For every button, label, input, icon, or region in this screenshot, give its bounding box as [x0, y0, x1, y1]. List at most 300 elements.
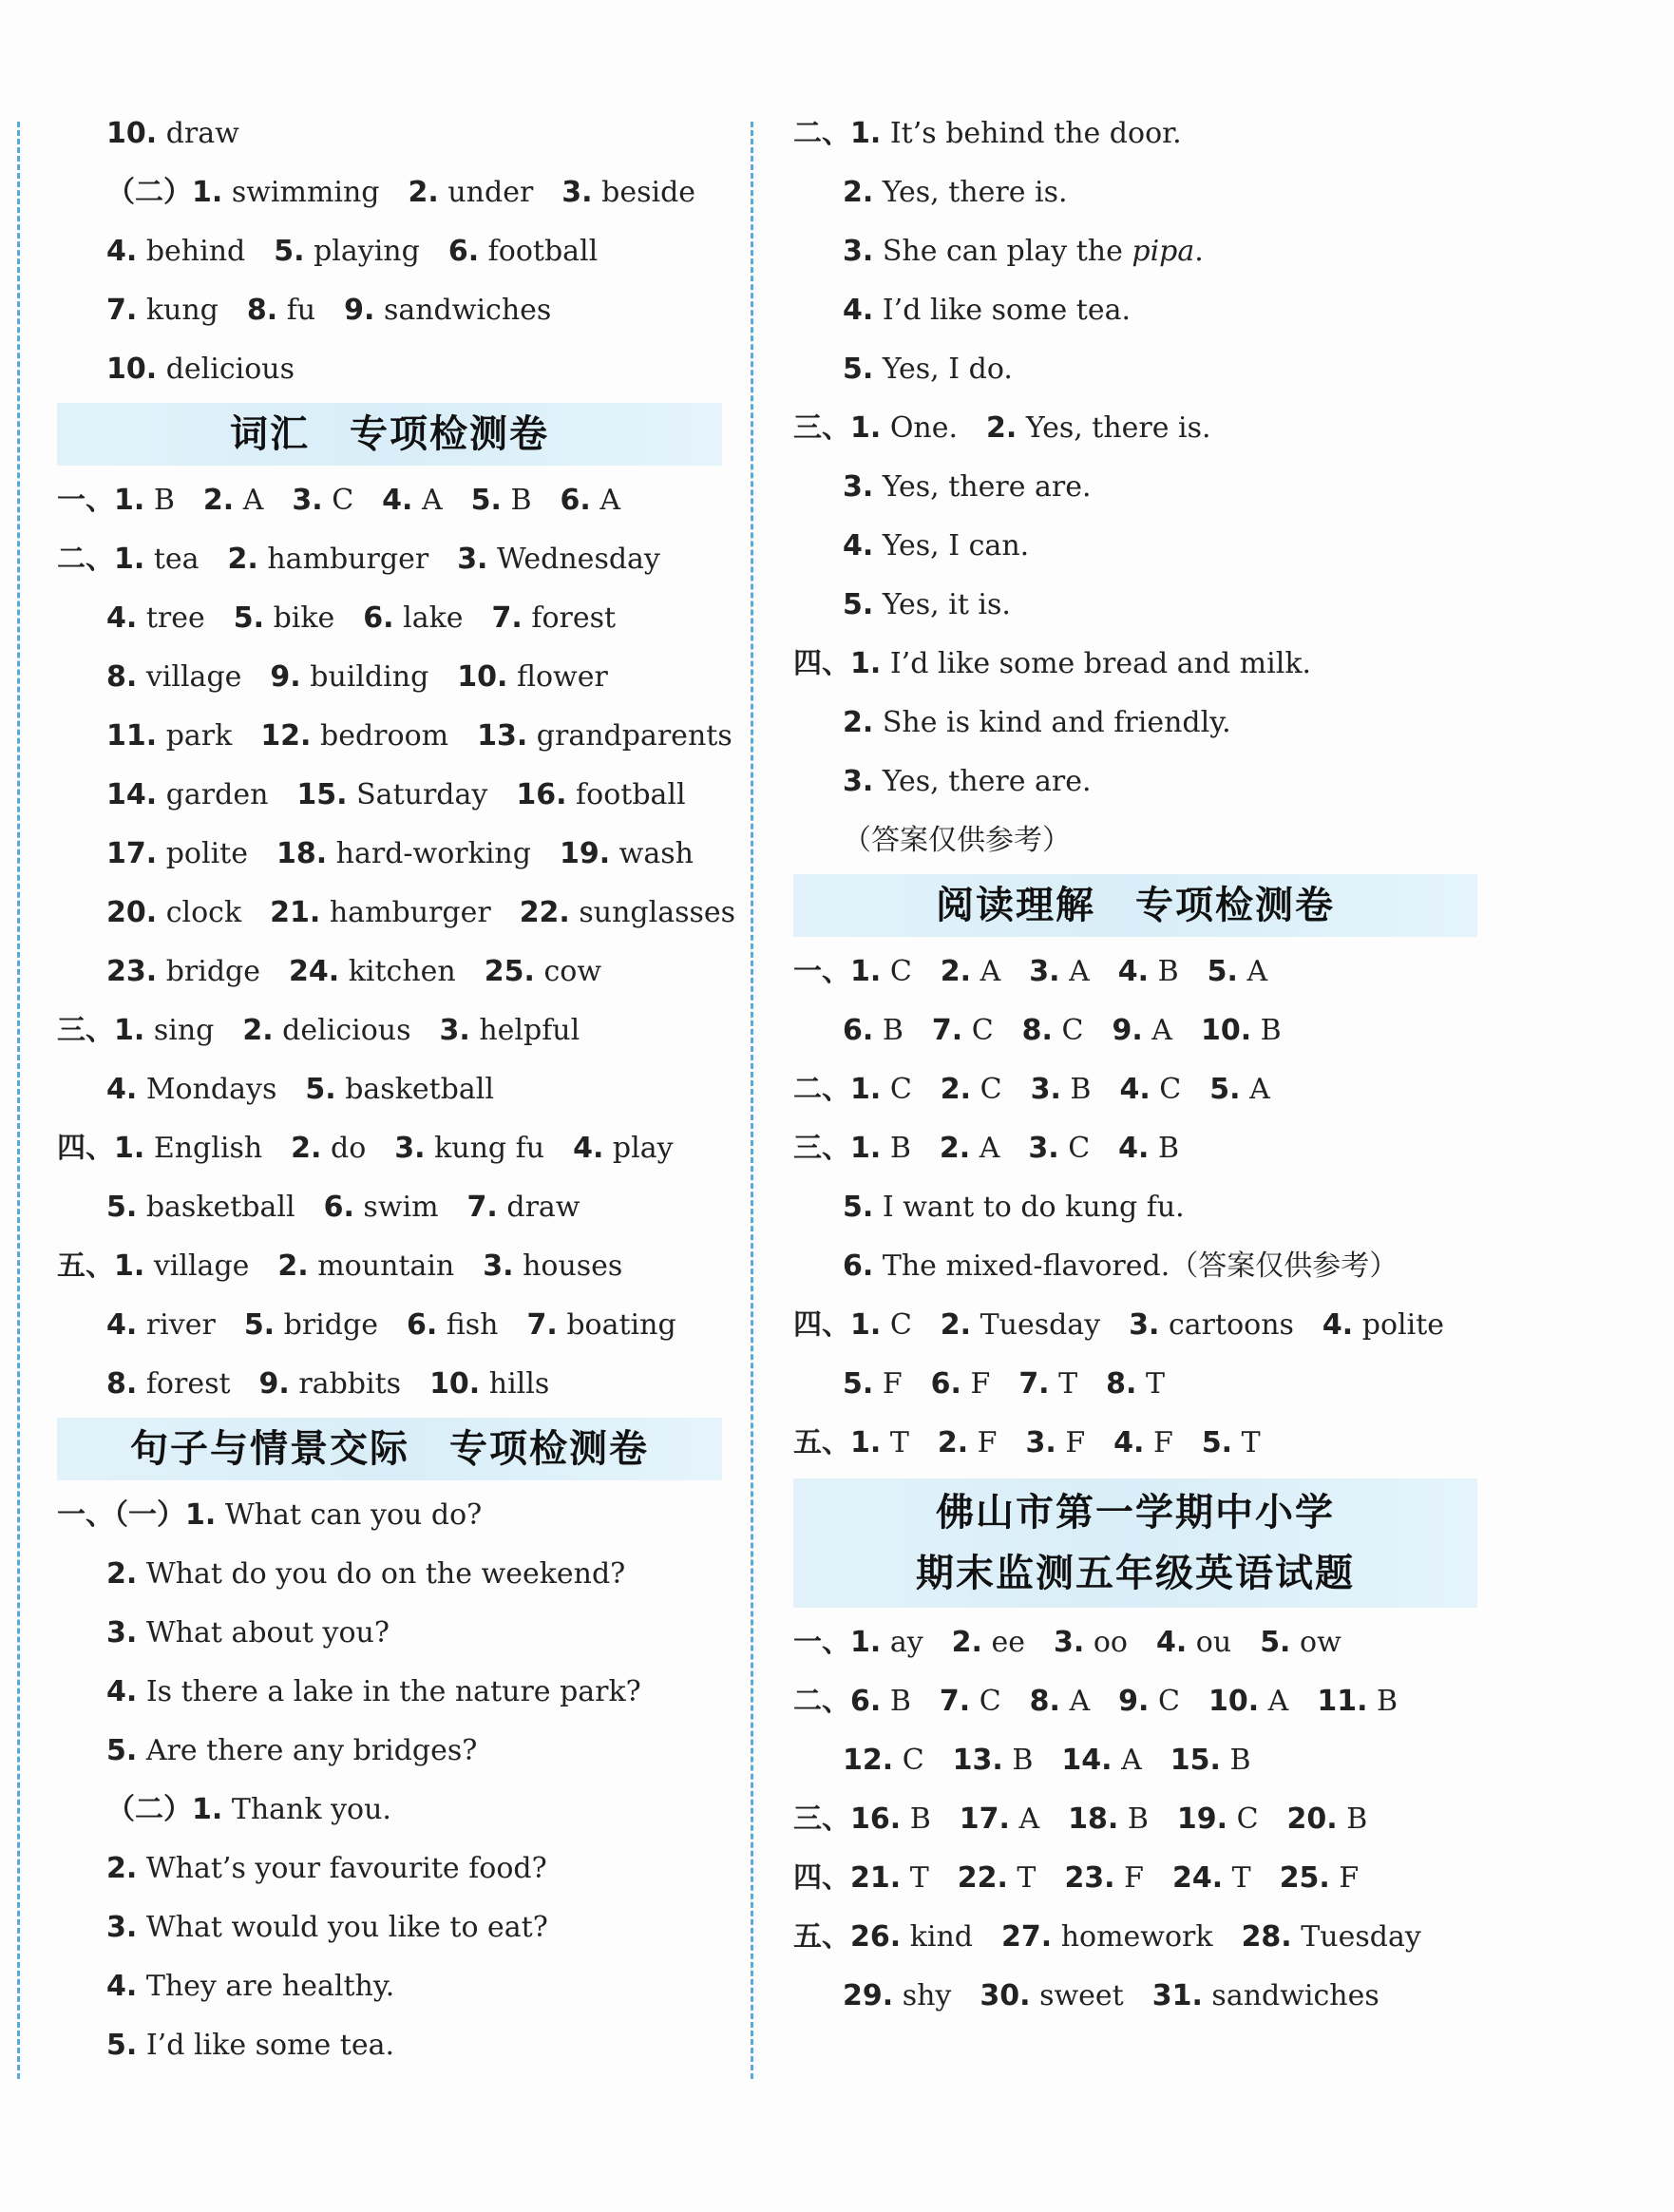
item-number: 22.: [519, 896, 570, 929]
item-answer: C: [1068, 1132, 1091, 1165]
item-answer: beside: [601, 176, 696, 209]
answer-item: [952, 1626, 1025, 1659]
item-answer: shy: [902, 1979, 952, 2012]
section-marker: 五、: [793, 1920, 850, 1954]
answer-item: [941, 955, 1001, 988]
answer-item: [270, 660, 428, 694]
item-number: 7.: [491, 601, 523, 635]
answer-item: [931, 1367, 991, 1401]
answer-item: [457, 543, 660, 576]
answer-line: [793, 1672, 1477, 1731]
item-answer: A: [1249, 1073, 1270, 1106]
answer-item: [520, 896, 735, 929]
answer-item: [1170, 1744, 1251, 1777]
item-number: 4.: [106, 1073, 138, 1106]
item-answer: Yes, there are.: [882, 765, 1092, 798]
answer-item: [429, 1367, 549, 1401]
item-answer: hard-working: [335, 837, 531, 870]
item-number: 1.: [850, 117, 882, 150]
item-number: 3.: [483, 1249, 514, 1283]
item-number: 10.: [1208, 1685, 1260, 1718]
section-marker: 五、: [57, 1249, 114, 1283]
item-number: 8.: [1106, 1367, 1137, 1401]
item-number: 22.: [957, 1861, 1008, 1895]
item-answer: What can you do?: [224, 1498, 483, 1532]
answer-line: [793, 458, 1477, 517]
item-number: 8.: [106, 1367, 138, 1401]
item-number: 6.: [406, 1308, 438, 1342]
item-answer: F: [977, 1426, 998, 1459]
item-number: 6.: [560, 484, 591, 517]
item-answer: basketball: [345, 1073, 494, 1106]
item-number: 1.: [114, 1014, 145, 1047]
item-answer: C: [1158, 1685, 1180, 1718]
answer-line: [57, 222, 722, 281]
item-number: 3.: [1029, 955, 1060, 988]
item-answer: What about you?: [145, 1616, 390, 1649]
item-answer: football: [487, 235, 599, 268]
item-answer: A: [1267, 1685, 1289, 1718]
item-number: 1.: [185, 1498, 217, 1532]
answer-line: [57, 884, 736, 943]
answer-line: [57, 1840, 722, 1898]
answer-item: [573, 1132, 673, 1165]
answer-line: [57, 281, 722, 340]
item-answer: B: [882, 1014, 904, 1047]
item-answer: A: [1121, 1744, 1142, 1777]
answer-item: [1287, 1802, 1368, 1836]
answer-line: [57, 1486, 722, 1545]
item-number: 10.: [106, 353, 158, 386]
item-number: 1.: [850, 1073, 882, 1106]
item-answer: lake: [403, 601, 464, 635]
item-answer: helpful: [479, 1014, 580, 1047]
item-answer: The mixed-flavored.（答案仅供参考）: [882, 1249, 1398, 1283]
center-dashed-rule: [751, 122, 753, 2079]
answer-item: [106, 1616, 390, 1649]
answer-line: [57, 766, 722, 825]
item-number: 1.: [192, 176, 223, 209]
item-number: 4.: [1113, 1426, 1145, 1459]
item-number: 2.: [843, 176, 874, 209]
answer-item: [296, 778, 487, 811]
item-answer: Yes, there is.: [882, 176, 1068, 209]
answer-item: [242, 1014, 410, 1047]
item-answer: building: [310, 660, 429, 694]
section-marker: 四、: [57, 1132, 114, 1165]
item-answer: B: [1070, 1073, 1092, 1106]
item-answer: They are healthy.: [145, 1970, 395, 2003]
item-number: 13.: [952, 1744, 1003, 1777]
answer-item: [114, 1132, 262, 1165]
answer-item: [1001, 1920, 1213, 1954]
answer-item: [485, 955, 601, 988]
item-number: 18.: [1068, 1802, 1119, 1836]
item-number: 4.: [843, 294, 874, 327]
section-marker: 三、: [793, 1802, 850, 1836]
item-answer: She is kind and friendly.: [882, 706, 1231, 739]
item-answer: T: [1231, 1861, 1251, 1895]
item-number: 2.: [202, 484, 235, 517]
answer-item: [940, 1132, 1000, 1165]
item-answer: Yes, I do.: [882, 353, 1013, 386]
answer-item: [106, 719, 232, 753]
item-answer: Is there a lake in the nature park?: [145, 1675, 641, 1708]
item-number: 2.: [940, 955, 972, 988]
answer-item: [106, 601, 205, 635]
item-answer: playing: [314, 235, 420, 268]
item-number: 4.: [106, 601, 138, 635]
item-number: 8.: [1029, 1685, 1060, 1718]
answer-item: [843, 1367, 903, 1401]
item-number: 5.: [305, 1073, 336, 1106]
answer-item: [1152, 1979, 1379, 2012]
item-answer: Thank you.: [231, 1793, 391, 1826]
answer-item: [560, 837, 694, 870]
item-answer: Are there any bridges?: [145, 1734, 478, 1767]
item-answer: B: [1346, 1802, 1368, 1836]
item-number: 2.: [940, 1073, 972, 1106]
item-number: 5.: [843, 1367, 874, 1401]
exam-title-line-2: 期末监测五年级英语试题: [916, 1552, 1355, 1595]
item-number: 7.: [106, 294, 138, 327]
item-answer: B: [889, 1132, 911, 1165]
answer-item: [561, 484, 621, 517]
item-number: 3.: [1025, 1426, 1056, 1459]
item-number: 5.: [843, 353, 874, 386]
item-number: 12.: [260, 719, 312, 753]
item-answer: C: [332, 484, 354, 517]
answer-item: [106, 1675, 641, 1708]
item-number: 14.: [106, 778, 158, 811]
item-answer: cartoons: [1168, 1308, 1294, 1342]
item-answer: do: [331, 1132, 367, 1165]
answer-item: [1172, 1861, 1251, 1895]
answer-line: [793, 163, 1477, 222]
answer-item: [850, 411, 958, 445]
answer-item: [1209, 1073, 1270, 1106]
item-number: 3.: [106, 1911, 138, 1944]
item-number: 1.: [114, 1249, 145, 1283]
item-answer: wash: [618, 837, 694, 870]
answer-line: [793, 1001, 1477, 1060]
answer-item: [850, 117, 1182, 150]
answer-item: [477, 719, 732, 753]
item-answer: F: [882, 1367, 903, 1401]
item-number: 11.: [1317, 1685, 1368, 1718]
answer-line: [57, 163, 722, 222]
answer-item: [1118, 955, 1179, 988]
item-number: 9.: [258, 1367, 290, 1401]
item-number: 2.: [937, 1426, 969, 1459]
item-answer: A: [422, 484, 443, 517]
section-marker: 一、: [793, 1626, 850, 1659]
answer-item: [270, 896, 491, 929]
answer-line: [793, 340, 1477, 399]
item-number: 24.: [289, 955, 340, 988]
answer-line: [57, 1604, 722, 1663]
answer-item: [260, 719, 448, 753]
item-answer: I’d like some bread and milk.: [889, 647, 1312, 680]
answer-item: [843, 1979, 951, 2012]
item-number: 4.: [843, 529, 874, 563]
answer-item: [106, 778, 268, 811]
item-number: 19.: [1176, 1802, 1228, 1836]
item-number: 5.: [233, 601, 265, 635]
item-number: 5.: [843, 588, 874, 621]
answer-item: [291, 1132, 366, 1165]
answer-line: [793, 1967, 1477, 2026]
answer-item: [106, 955, 260, 988]
answer-item: [1113, 1426, 1173, 1459]
item-answer: F: [970, 1367, 991, 1401]
answer-item: [106, 353, 295, 386]
answer-line: [793, 281, 1477, 340]
item-answer: bike: [273, 601, 335, 635]
item-number: 7.: [1018, 1367, 1050, 1401]
item-number: 6.: [363, 601, 394, 635]
item-answer: T: [1241, 1426, 1261, 1459]
answer-item: [305, 1073, 494, 1106]
answer-item: [850, 647, 1311, 680]
item-number: 3.: [394, 1132, 426, 1165]
item-number: 3.: [457, 543, 488, 576]
item-answer: B: [1157, 955, 1179, 988]
item-answer: houses: [523, 1249, 623, 1283]
answer-item: [344, 294, 551, 327]
item-number: 4.: [1119, 1073, 1151, 1106]
answer-item: [492, 601, 617, 635]
item-number: 1.: [850, 1426, 882, 1459]
answer-item: [986, 411, 1211, 445]
answer-item: [407, 1308, 499, 1342]
answer-line: [793, 1908, 1477, 1967]
answer-item: [483, 1249, 622, 1283]
item-answer: rabbits: [298, 1367, 402, 1401]
item-number: 6.: [850, 1685, 882, 1718]
answer-item: [106, 896, 241, 929]
section-marker: 一、: [57, 484, 114, 517]
item-answer: river: [145, 1308, 216, 1342]
answer-item: [850, 1685, 911, 1718]
answer-item: [106, 2029, 394, 2062]
answer-item: [850, 1132, 911, 1165]
answer-item: [527, 1308, 676, 1342]
item-number: 5.: [274, 235, 305, 268]
answer-item: [843, 529, 1029, 563]
answer-item: [843, 294, 1131, 327]
section-marker: 二、: [57, 543, 114, 576]
section-marker: 三、: [793, 1132, 850, 1165]
answer-item: [409, 176, 534, 209]
answer-item: [106, 660, 241, 694]
answer-line: [793, 635, 1477, 694]
answer-line: [57, 471, 722, 530]
item-answer: tree: [145, 601, 205, 635]
item-answer: C: [889, 1308, 912, 1342]
item-number: 18.: [276, 837, 328, 870]
item-answer: bedroom: [320, 719, 449, 753]
item-answer: One.: [889, 411, 959, 445]
item-answer: polite: [165, 837, 248, 870]
item-answer: mountain: [317, 1249, 455, 1283]
answer-item: [843, 353, 1013, 386]
answer-item: [1064, 1861, 1144, 1895]
item-number: 15.: [296, 778, 348, 811]
answer-line: [793, 222, 1477, 281]
item-answer: C: [979, 1685, 1001, 1718]
item-answer: A: [599, 484, 621, 517]
section-heading: 阅读理解 专项检测卷: [793, 874, 1477, 937]
item-number: 3.: [1030, 1073, 1061, 1106]
item-number: 4.: [1117, 955, 1150, 988]
answer-item: [980, 1979, 1123, 2012]
item-answer: kind: [909, 1920, 974, 1954]
item-answer: C: [1061, 1014, 1084, 1047]
answer-item: [843, 1744, 924, 1777]
answer-line: [793, 1731, 1477, 1790]
answer-item: [1061, 1744, 1141, 1777]
item-number: 10.: [1200, 1014, 1252, 1047]
item-answer: cow: [543, 955, 601, 988]
answer-item: [448, 235, 598, 268]
item-number: 2.: [843, 706, 874, 739]
item-answer: T: [889, 1426, 909, 1459]
item-number: 20.: [106, 896, 158, 929]
item-answer: ay: [889, 1626, 923, 1659]
item-answer-italic: pipa: [1132, 235, 1195, 268]
answer-item: [106, 1367, 231, 1401]
answer-line: [57, 1237, 722, 1296]
item-number: 9.: [270, 660, 301, 694]
answer-item: [114, 484, 175, 517]
item-number: 5.: [470, 484, 502, 517]
left-dashed-rule: [17, 122, 20, 2079]
item-number: 7.: [939, 1685, 971, 1718]
item-answer: grandparents: [536, 719, 732, 753]
item-number: 4.: [106, 1675, 138, 1708]
answer-item: [259, 1367, 402, 1401]
item-number: 7.: [931, 1014, 963, 1047]
item-number: 21.: [850, 1861, 902, 1895]
item-answer: delicious: [282, 1014, 411, 1047]
answer-item: [850, 1626, 923, 1659]
answer-line: [57, 1178, 722, 1237]
item-answer: C: [971, 1014, 994, 1047]
item-answer: fu: [286, 294, 316, 327]
answer-item: [277, 1249, 454, 1283]
answer-item: [932, 1014, 994, 1047]
answer-item: [850, 955, 912, 988]
answer-item: [1280, 1861, 1360, 1895]
item-number: 5.: [106, 1734, 138, 1767]
item-answer: B: [1127, 1802, 1149, 1836]
answer-item: [1118, 1132, 1179, 1165]
item-answer: I want to do kung fu.: [882, 1191, 1185, 1224]
item-answer: B: [153, 484, 175, 517]
item-answer: F: [1152, 1426, 1173, 1459]
answer-line: [57, 340, 722, 399]
item-answer: T: [1145, 1367, 1165, 1401]
item-number: 13.: [477, 719, 528, 753]
item-answer: A: [979, 1132, 1000, 1165]
item-number: 10.: [106, 117, 158, 150]
answer-item: [467, 1191, 580, 1224]
item-answer: I’d like some tea.: [882, 294, 1132, 327]
item-number: 2.: [106, 1557, 138, 1591]
item-number: 3.: [843, 765, 874, 798]
item-answer: Wednesday: [497, 543, 660, 576]
item-number: 2.: [227, 543, 258, 576]
item-number: 8.: [106, 660, 138, 694]
item-answer: ou: [1195, 1626, 1232, 1659]
answer-item: [1018, 1367, 1077, 1401]
item-number: 4.: [1118, 1132, 1150, 1165]
section-marker: 一、（一）: [57, 1498, 185, 1532]
item-number: 6.: [447, 235, 480, 268]
item-number: 17.: [106, 837, 158, 870]
answer-item: [192, 176, 380, 209]
section-marker: （二）: [106, 176, 192, 209]
answer-line: [57, 825, 722, 884]
answer-item: [106, 837, 248, 870]
answer-item: [850, 1861, 929, 1895]
answer-item: [843, 1191, 1185, 1224]
item-answer: I’d like some tea.: [145, 2029, 395, 2062]
item-number: 1.: [850, 647, 882, 680]
answer-line: [793, 1849, 1477, 1908]
answer-item: [941, 1308, 1100, 1342]
answer-item: [1208, 955, 1268, 988]
item-answer: Tuesday: [980, 1308, 1101, 1342]
item-answer: B: [889, 1685, 911, 1718]
item-answer: swimming: [231, 176, 380, 209]
item-number: 4.: [106, 1308, 138, 1342]
item-number: 1.: [192, 1793, 223, 1826]
note-text: （答案仅供参考）: [843, 824, 1071, 857]
item-answer: T: [1017, 1861, 1037, 1895]
answer-item: [1029, 955, 1090, 988]
item-answer: homework: [1060, 1920, 1213, 1954]
answer-item: [106, 1911, 548, 1944]
item-answer: sandwiches: [1211, 1979, 1379, 2012]
item-number: 5.: [1209, 1073, 1241, 1106]
item-number: 23.: [1064, 1861, 1115, 1895]
exam-title-line-1: 佛山市第一学期中小学: [936, 1491, 1335, 1535]
answer-item: [114, 1014, 214, 1047]
item-number: 15.: [1170, 1744, 1221, 1777]
item-answer: Tuesday: [1301, 1920, 1421, 1954]
answer-item: [1054, 1626, 1128, 1659]
item-answer: A: [1069, 1685, 1091, 1718]
item-answer: under: [447, 176, 534, 209]
item-number: 16.: [516, 778, 567, 811]
item-number: 6.: [843, 1014, 874, 1047]
answer-item: [106, 235, 245, 268]
section-marker: 五、: [793, 1426, 850, 1459]
answer-line: [793, 105, 1477, 163]
item-answer: park: [165, 719, 233, 753]
item-answer: What’s your favourite food?: [145, 1852, 547, 1885]
answer-item: [1112, 1014, 1172, 1047]
item-number: 23.: [106, 955, 158, 988]
item-number: 3.: [292, 484, 323, 517]
item-number: 30.: [980, 1979, 1031, 2012]
answer-item: [114, 543, 200, 576]
answer-item: [1106, 1367, 1165, 1401]
answer-item: [228, 543, 429, 576]
item-answer: sing: [153, 1014, 215, 1047]
